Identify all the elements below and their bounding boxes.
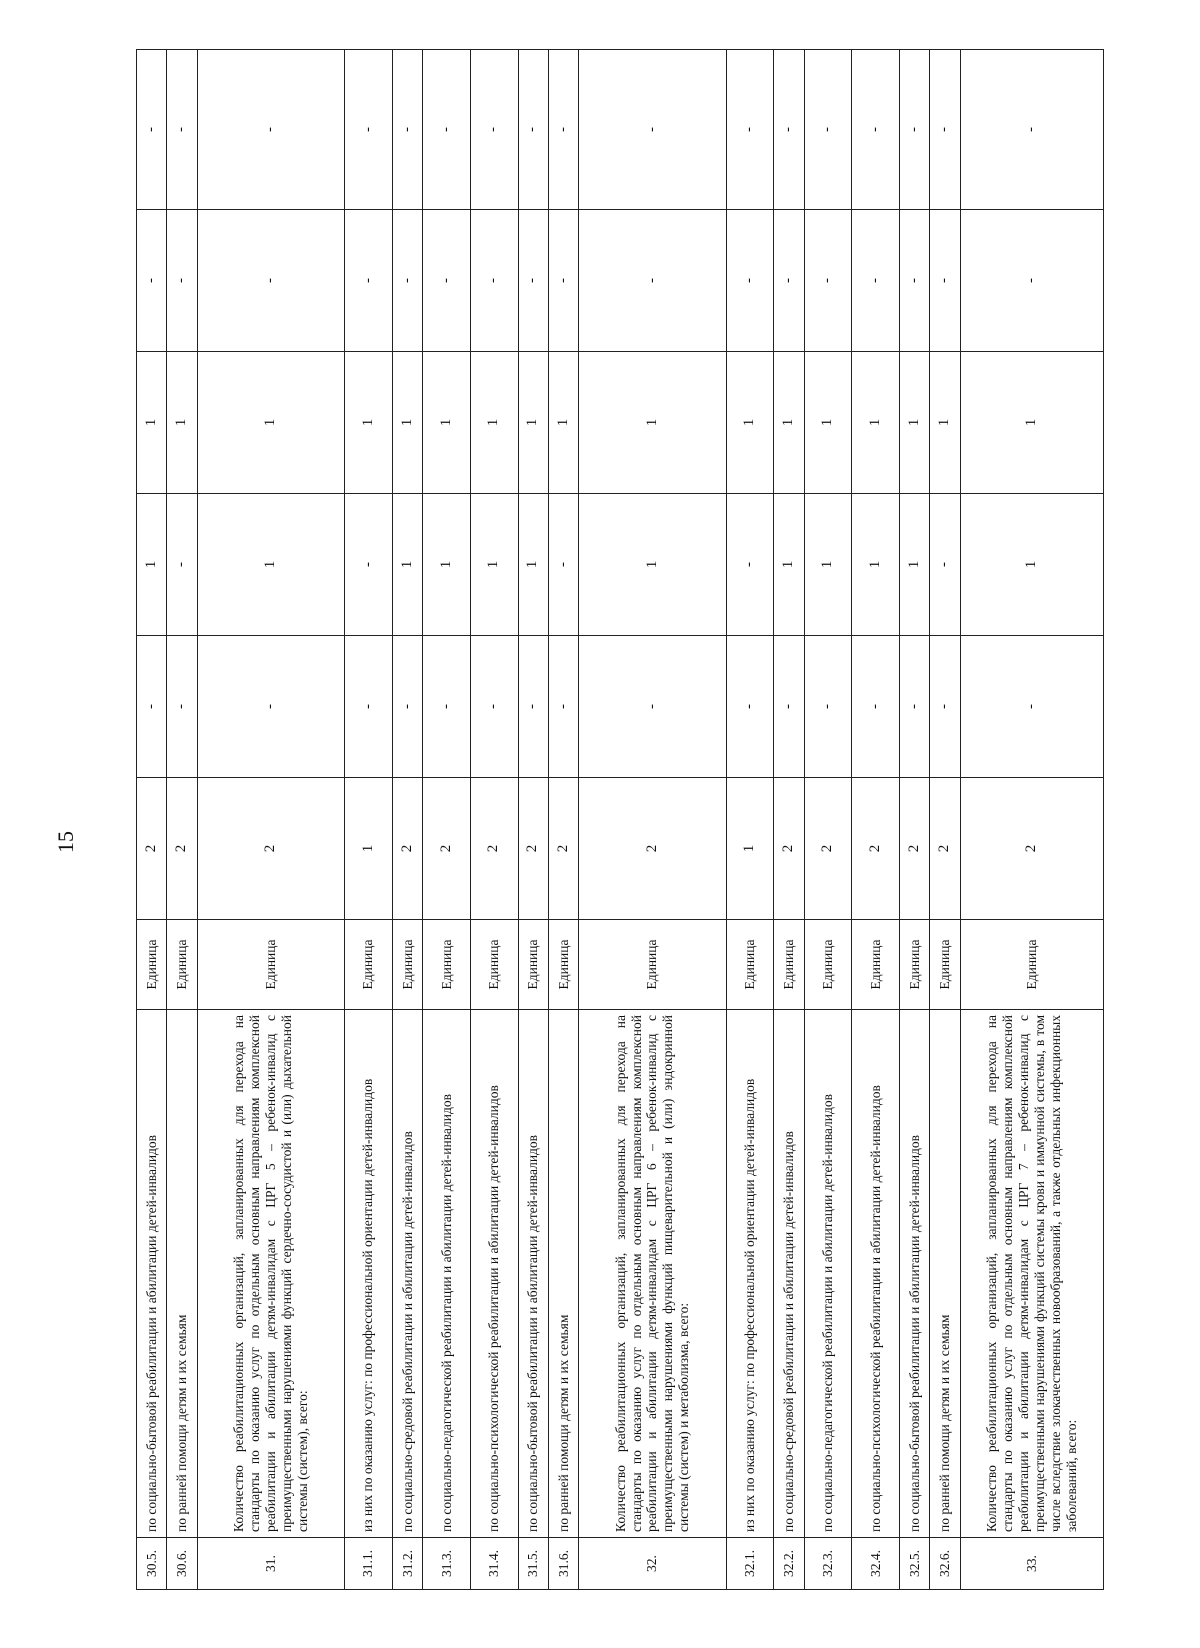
indicator-name-cell: по социально-психологической реабилитации и абилитации детей-инвалидов <box>470 1010 518 1538</box>
row-number-cell: 31.4. <box>470 1538 518 1590</box>
value-cell: 1 <box>726 352 774 494</box>
value-cell: - <box>167 210 197 352</box>
value-cell: - <box>345 494 393 636</box>
value-cell: 2 <box>137 778 167 920</box>
indicator-table <box>136 49 1104 1590</box>
value-cell: - <box>960 210 1103 352</box>
indicator-name-cell: по ранней помощи детям и их семьям <box>548 1010 578 1538</box>
table-row <box>167 50 197 1590</box>
value-cell: - <box>197 210 344 352</box>
row-number-cell: 32.1. <box>726 1538 774 1590</box>
value-cell: - <box>470 636 518 778</box>
value-cell: - <box>900 210 930 352</box>
value-cell: 1 <box>852 352 900 494</box>
value-cell: - <box>518 50 548 210</box>
value-cell: 1 <box>423 352 471 494</box>
row-number-cell: 30.6. <box>167 1538 197 1590</box>
indicator-name-cell: по социально-средовой реабилитации и абилитации детей-инвалидов <box>392 1010 422 1538</box>
value-cell: 1 <box>423 494 471 636</box>
value-cell: - <box>579 50 726 210</box>
value-cell: 1 <box>345 352 393 494</box>
value-cell: 1 <box>197 494 344 636</box>
value-cell: - <box>804 210 852 352</box>
row-number-cell: 30.5. <box>137 1538 167 1590</box>
value-cell: - <box>852 210 900 352</box>
value-cell: - <box>548 494 578 636</box>
value-cell: - <box>167 50 197 210</box>
value-cell: - <box>900 636 930 778</box>
unit-cell: Единица <box>518 920 548 1010</box>
value-cell: - <box>518 636 548 778</box>
value-cell: - <box>579 636 726 778</box>
row-number-cell: 31.2. <box>392 1538 422 1590</box>
page-number: 15 <box>53 831 78 853</box>
row-number-cell: 32. <box>579 1538 726 1590</box>
unit-cell: Единица <box>470 920 518 1010</box>
value-cell: - <box>900 50 930 210</box>
value-cell: 2 <box>423 778 471 920</box>
value-cell: 1 <box>726 778 774 920</box>
value-cell: - <box>167 636 197 778</box>
value-cell: 1 <box>579 352 726 494</box>
value-cell: 2 <box>167 778 197 920</box>
value-cell: 1 <box>930 352 960 494</box>
value-cell: - <box>804 50 852 210</box>
row-number-cell: 31.3. <box>423 1538 471 1590</box>
unit-cell: Единица <box>197 920 344 1010</box>
row-number-cell: 31. <box>197 1538 344 1590</box>
row-number-cell: 32.5. <box>900 1538 930 1590</box>
indicator-name-cell: по социально-бытовой реабилитации и абилитации детей-инвалидов <box>900 1010 930 1538</box>
value-cell: 2 <box>518 778 548 920</box>
value-cell: 1 <box>579 494 726 636</box>
value-cell: - <box>804 636 852 778</box>
row-number-cell: 31.6. <box>548 1538 578 1590</box>
value-cell: - <box>423 636 471 778</box>
value-cell: - <box>726 494 774 636</box>
indicator-name-cell: Количество реабилитационных организаций, запланированных для перехода на стандарты по оказанию услуг по отдельным основным направлениям комплексной реабилитации и абилитации детям-инвалидам с ЦРГ 6 – ребенок-инвалид с преимущественными нарушениями функций пищеварительной и (или) эндокринной системы (систем) и метаболизма, всего: <box>579 1010 726 1538</box>
indicator-name-cell: по ранней помощи детям и их семьям <box>930 1010 960 1538</box>
table-row <box>726 50 774 1590</box>
value-cell: - <box>548 636 578 778</box>
value-cell: - <box>579 210 726 352</box>
value-cell: 1 <box>345 778 393 920</box>
unit-cell: Единица <box>774 920 804 1010</box>
unit-cell: Единица <box>900 920 930 1010</box>
value-cell: 2 <box>930 778 960 920</box>
indicator-name-cell: по ранней помощи детям и их семьям <box>167 1010 197 1538</box>
unit-cell: Единица <box>726 920 774 1010</box>
table-row <box>579 50 726 1590</box>
table-row <box>470 50 518 1590</box>
value-cell: 1 <box>518 494 548 636</box>
indicator-name-cell: по социально-педагогической реабилитации и абилитации детей-инвалидов <box>804 1010 852 1538</box>
indicator-name-cell: по социально-психологической реабилитации и абилитации детей-инвалидов <box>852 1010 900 1538</box>
row-number-cell: 31.1. <box>345 1538 393 1590</box>
value-cell: 1 <box>167 352 197 494</box>
value-cell: 1 <box>197 352 344 494</box>
value-cell: 1 <box>804 352 852 494</box>
value-cell: 1 <box>804 494 852 636</box>
unit-cell: Единица <box>804 920 852 1010</box>
value-cell: - <box>518 210 548 352</box>
unit-cell: Единица <box>423 920 471 1010</box>
value-cell: - <box>345 636 393 778</box>
value-cell: - <box>774 636 804 778</box>
value-cell: 1 <box>548 352 578 494</box>
table-row <box>960 50 1103 1590</box>
row-number-cell: 33. <box>960 1538 1103 1590</box>
value-cell: - <box>960 636 1103 778</box>
unit-cell: Единица <box>579 920 726 1010</box>
value-cell: 1 <box>392 494 422 636</box>
table-row <box>137 50 167 1590</box>
value-cell: 1 <box>470 494 518 636</box>
table-row <box>852 50 900 1590</box>
table-row <box>197 50 344 1590</box>
value-cell: 2 <box>470 778 518 920</box>
value-cell: - <box>197 636 344 778</box>
value-cell: - <box>392 636 422 778</box>
value-cell: - <box>930 210 960 352</box>
indicator-name-cell: Количество реабилитационных организаций, запланированных для перехода на стандарты по оказанию услуг по отдельным основным направлениям комплексной реабилитации и абилитации детям-инвалидам с ЦРГ 7 – ребенок-инвалид с преимущественными нарушениями функций системы крови и иммунной системы, в том числе вследствие злокачественных новообразований, а также отдельных инфекционных заболеваний, всего: <box>960 1010 1103 1538</box>
value-cell: 1 <box>518 352 548 494</box>
row-number-cell: 32.2. <box>774 1538 804 1590</box>
rotated-page-content <box>136 50 1104 1590</box>
value-cell: 2 <box>774 778 804 920</box>
table-row <box>900 50 930 1590</box>
value-cell: - <box>423 210 471 352</box>
value-cell: 1 <box>137 494 167 636</box>
value-cell: - <box>852 636 900 778</box>
value-cell: 2 <box>197 778 344 920</box>
value-cell: - <box>137 50 167 210</box>
value-cell: 1 <box>774 494 804 636</box>
value-cell: - <box>167 494 197 636</box>
value-cell: 2 <box>579 778 726 920</box>
value-cell: 1 <box>852 494 900 636</box>
value-cell: - <box>774 210 804 352</box>
value-cell: 1 <box>392 352 422 494</box>
value-cell: - <box>930 494 960 636</box>
value-cell: - <box>470 50 518 210</box>
indicator-name-cell: из них по оказанию услуг: по профессиональной ориентации детей-инвалидов <box>345 1010 393 1538</box>
value-cell: - <box>137 210 167 352</box>
value-cell: 1 <box>137 352 167 494</box>
value-cell: 1 <box>774 352 804 494</box>
value-cell: 1 <box>470 352 518 494</box>
value-cell: - <box>392 50 422 210</box>
value-cell: 1 <box>900 352 930 494</box>
value-cell: 2 <box>900 778 930 920</box>
table-row <box>804 50 852 1590</box>
value-cell: - <box>960 50 1103 210</box>
indicator-name-cell: по социально-педагогической реабилитации и абилитации детей-инвалидов <box>423 1010 471 1538</box>
value-cell: - <box>930 636 960 778</box>
table-row <box>423 50 471 1590</box>
value-cell: - <box>852 50 900 210</box>
value-cell: 2 <box>548 778 578 920</box>
unit-cell: Единица <box>930 920 960 1010</box>
indicator-name-cell: из них по оказанию услуг: по профессиональной ориентации детей-инвалидов <box>726 1010 774 1538</box>
value-cell: - <box>774 50 804 210</box>
row-number-cell: 31.5. <box>518 1538 548 1590</box>
table-row <box>930 50 960 1590</box>
value-cell: - <box>345 50 393 210</box>
unit-cell: Единица <box>548 920 578 1010</box>
value-cell: - <box>345 210 393 352</box>
value-cell: - <box>726 50 774 210</box>
table-row <box>518 50 548 1590</box>
value-cell: - <box>197 50 344 210</box>
value-cell: - <box>548 50 578 210</box>
table-row <box>548 50 578 1590</box>
unit-cell: Единица <box>345 920 393 1010</box>
table-row <box>774 50 804 1590</box>
indicator-name-cell: по социально-бытовой реабилитации и абилитации детей-инвалидов <box>518 1010 548 1538</box>
indicator-name-cell: Количество реабилитационных организаций, запланированных для перехода на стандарты по оказанию услуг по отдельным основным направлениям комплексной реабилитации и абилитации детям-инвалидам с ЦРГ 5 – ребенок-инвалид с преимущественными нарушениями функций сердечно-сосудистой и (или) дыхательной системы (систем), всего: <box>197 1010 344 1538</box>
indicator-name-cell: по социально-бытовой реабилитации и абилитации детей-инвалидов <box>137 1010 167 1538</box>
row-number-cell: 32.4. <box>852 1538 900 1590</box>
value-cell: - <box>470 210 518 352</box>
value-cell: - <box>392 210 422 352</box>
unit-cell: Единица <box>137 920 167 1010</box>
value-cell: 1 <box>960 352 1103 494</box>
value-cell: - <box>930 50 960 210</box>
table-row <box>345 50 393 1590</box>
unit-cell: Единица <box>852 920 900 1010</box>
unit-cell: Единица <box>960 920 1103 1010</box>
value-cell: 2 <box>852 778 900 920</box>
row-number-cell: 32.6. <box>930 1538 960 1590</box>
value-cell: 2 <box>960 778 1103 920</box>
value-cell: 1 <box>900 494 930 636</box>
value-cell: - <box>726 210 774 352</box>
value-cell: - <box>548 210 578 352</box>
indicator-table-body <box>137 50 1104 1590</box>
value-cell: - <box>423 50 471 210</box>
unit-cell: Единица <box>167 920 197 1010</box>
value-cell: - <box>137 636 167 778</box>
row-number-cell: 32.3. <box>804 1538 852 1590</box>
value-cell: - <box>726 636 774 778</box>
unit-cell: Единица <box>392 920 422 1010</box>
value-cell: 2 <box>392 778 422 920</box>
value-cell: 1 <box>960 494 1103 636</box>
indicator-name-cell: по социально-средовой реабилитации и абилитации детей-инвалидов <box>774 1010 804 1538</box>
value-cell: 2 <box>804 778 852 920</box>
table-row <box>392 50 422 1590</box>
